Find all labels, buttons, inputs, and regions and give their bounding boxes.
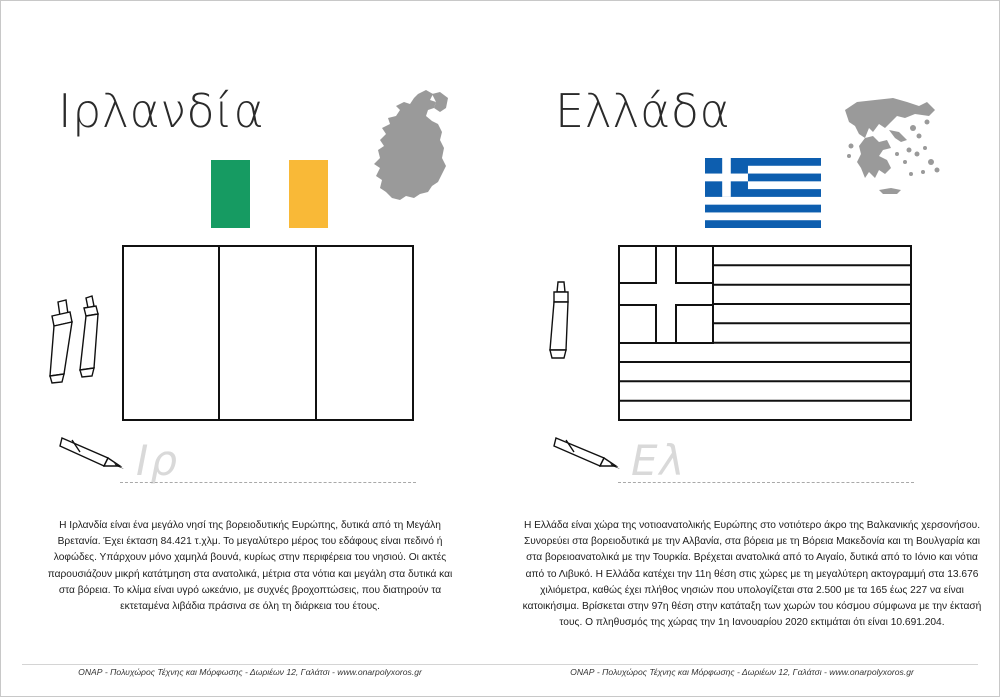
ireland-flag [211,160,328,228]
footer-divider [22,664,500,665]
footer-text: ΟΝΑΡ - Πολυχώρος Τέχνης και Μόρφωσης - Δωριέων 12, Γαλάτσι - www.onarpolyxoros.gr [570,667,914,677]
ireland-flag-coloring-outline [122,245,414,421]
country-description: Η Ελλάδα είναι χώρα της νοτιοανατολικής Ευρώπης στο νοτιότερο άκρο της Βαλκανικής χερσονήσου. Συνορεύει στα βορειοδυτικά με την Αλβανία, στα βόρεια με τη Βόρεια Μακεδονία και τη Βουλγαρία και στα βορειοανατολικά με την Τουρκία. Βρέχεται ανατολικά από το Αιγαίο, δυτικά από το Ιόνιο και νότια από το Λιβυκό. Η Ελλάδα κατέχει την 11η θέση στις χώρες με τη μεγαλύτερη ακτογραμμή στα 13.676 χιλιόμετρα, καθώς έχει πλήθος νησιών που υπολογίζεται στα 2.500 με τα 165 έως 227 να είναι κατοικήσιμα. Βρίσκεται στην 97η θέση στην κατάταξη των χωρών του κόσμου σύμφωνα με την έκτασή τους. Ο πληθυσμός της χώρας την 1η Ιανουαρίου 2020 εκτιμάται ότι είναι 10.691.204. [522,520,982,629]
footer-text: ΟΝΑΡ - Πολυχώρος Τέχνης και Μόρφωσης - Δωριέων 12, Γαλάτσι - www.onarpolyxoros.gr [78,667,422,677]
trace-letters: Ιρ [136,436,180,485]
marker-icon [536,280,576,362]
country-description: Η Ιρλανδία είναι ένα μεγάλο νησί της βορειοδυτικής Ευρώπης, δυτικά από τη Μεγάλη Βρετανία. Έχει έκταση 84.421 τ.χλμ. Το μεγαλύτερο μέρος του εδάφους είναι πεδινό ή λοφώδες. Υπάρχουν μόνο χαμηλά βουνά, κυρίως στην περιφέρεια του νησιού. Οι ακτές παρουσιάζουν μικρή κατάτμηση στα ανατολικά, μέτρια στα νότια και μεγάλη στα δυτικά και στα βόρεια. Το κλίμα είναι υγρό ωκεάνιο, με συχνές βροχοπτώσεις, που διατηρούν τα εκτεταμένα λιβάδια πράσινα σε όλη τη διάρκεια του έτους. [47,520,453,613]
writing-line [618,482,914,483]
trace-letters: Ελ [631,436,687,485]
ireland-map-icon [370,88,460,208]
pen-icon [552,432,622,472]
marker-icon [40,292,110,384]
country-title: Ελλάδα [555,84,731,138]
greece-flag [705,158,821,228]
worksheet-greece [500,0,1000,697]
footer-divider [500,664,978,665]
greece-map-icon [835,92,950,207]
pen-icon [58,432,126,472]
writing-line [120,482,416,483]
country-title: Ιρλανδία [58,84,265,138]
greece-flag-coloring-outline [618,245,912,421]
